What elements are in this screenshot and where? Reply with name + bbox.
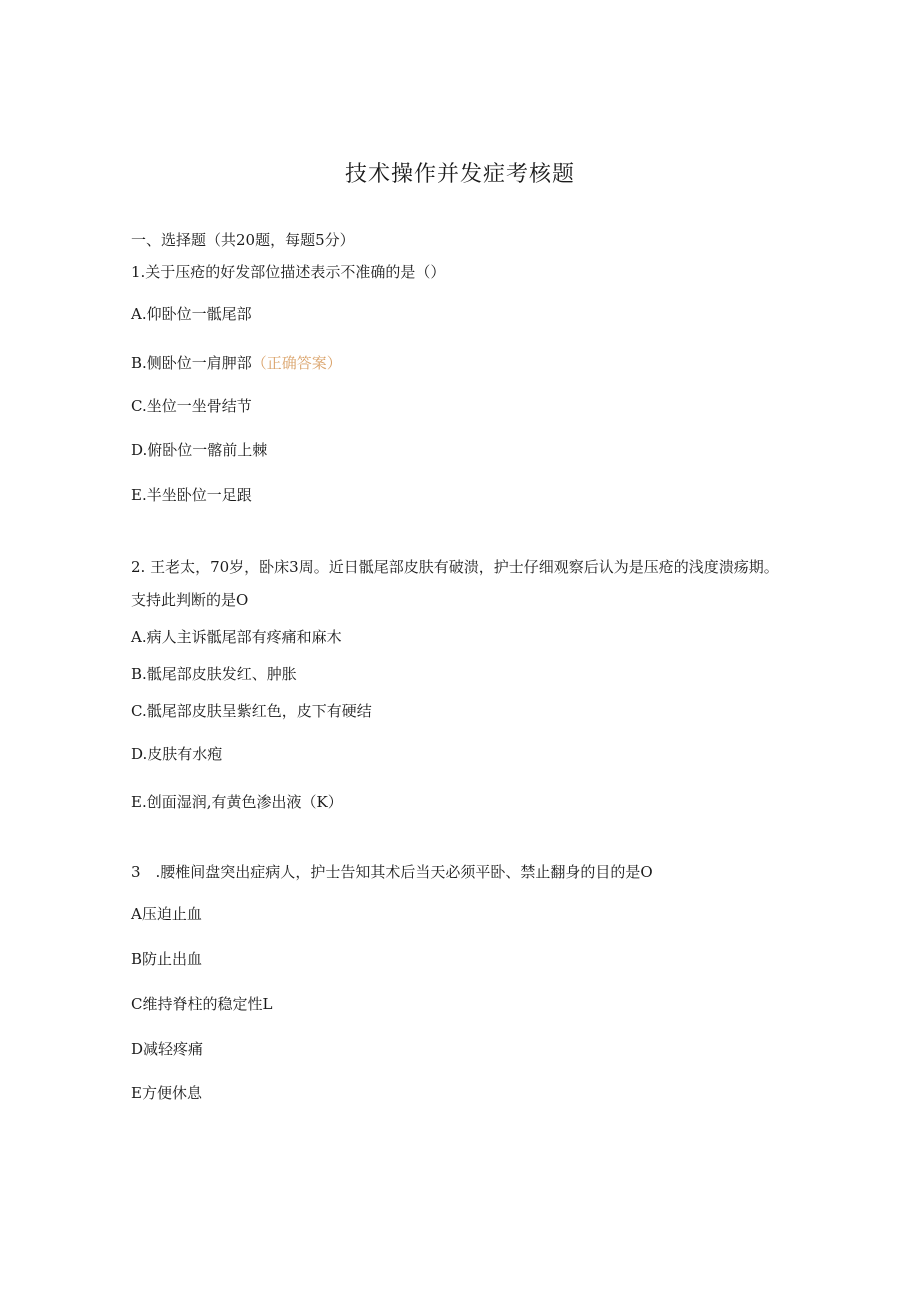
question-1-option-b xyxy=(131,352,342,374)
question-3-stem: 3 .腰椎间盘突出症病人，护士告知其术后当天必须平卧、禁止翻身的目的是O xyxy=(131,863,653,881)
question-1-option-e: E.半坐卧位一足跟 xyxy=(131,486,252,504)
page-title: 技术操作并发症考核题 xyxy=(344,162,575,187)
question-3-option-a: A压迫止血 xyxy=(131,905,202,923)
question-1-option-d: D.俯卧位一髂前上棘 xyxy=(131,441,268,459)
question-1-option-c: C.坐位一坐骨结节 xyxy=(131,397,252,415)
question-1-option-a: A.仰卧位一骶尾部 xyxy=(131,305,252,323)
question-3-option-b: B防止出血 xyxy=(131,950,203,968)
question-3-option-c: C维持脊柱的稳定性L xyxy=(131,995,273,1013)
question-2-option-d: D.皮肤有水疱 xyxy=(131,745,223,763)
question-2-option-c: C.骶尾部皮肤呈紫红色，皮下有硬结 xyxy=(131,702,372,720)
question-2-option-b: B.骶尾部皮肤发红、肿胀 xyxy=(131,665,297,683)
question-1-stem: 1.关于压疮的好发部位描述表示不准确的是（） xyxy=(131,263,446,281)
section-heading: 一、选择题（共20题，每题5分） xyxy=(131,231,355,249)
correct-answer-mark: （正确答案） xyxy=(251,354,342,372)
question-3-option-e: E方便休息 xyxy=(131,1084,202,1102)
option-b-text: B.侧卧位一肩胛部 xyxy=(131,354,252,372)
question-3-option-d: D减轻疼痛 xyxy=(131,1040,204,1058)
question-2-stem: 2. 王老太，70岁，卧床3周。近日骶尾部皮肤有破溃，护士仔细观察后认为是压疮的浅度溃疡期。支持此判断的是O xyxy=(131,558,779,609)
question-2-option-e: E.创面湿润,有黄色渗出液（K） xyxy=(131,793,343,811)
question-2-option-a: A.病人主诉骶尾部有疼痛和麻木 xyxy=(131,628,342,646)
